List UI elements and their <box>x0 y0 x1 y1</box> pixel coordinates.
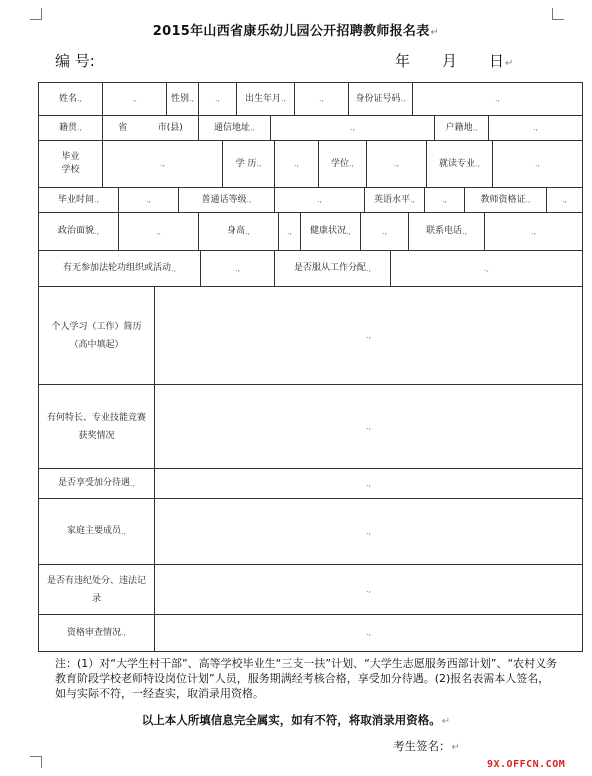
hukou-label: 户籍地 <box>445 122 473 133</box>
school-label-cell <box>39 141 103 188</box>
teacher-cert-label-cell: 教师资格证 ., <box>465 188 547 213</box>
bonus-field[interactable]: ., <box>155 469 582 499</box>
height-label-cell: 身高 ., <box>199 213 279 251</box>
english-label-cell: 英语水平 ., <box>365 188 425 213</box>
violation-org-label-cell: 有无参加法轮功组织或活动 ., <box>39 251 201 287</box>
english-field[interactable]: ., <box>425 188 465 213</box>
address-label: 通信地址 <box>213 122 250 133</box>
corner-mark-bottom-left <box>30 756 42 768</box>
gender-label: 性别 <box>170 93 189 104</box>
major-label: 就读专业 <box>438 158 475 169</box>
skills-label: 有何特长、专业技能竞赛获奖情况 <box>47 412 147 441</box>
birth-field[interactable]: ., <box>295 83 349 116</box>
native-label-cell: 籍贯 ., <box>39 116 103 141</box>
education-field[interactable]: ., <box>275 141 319 188</box>
grad-time-field[interactable]: ., <box>119 188 179 213</box>
province-label: 省 <box>118 122 128 133</box>
degree-field[interactable]: ., <box>367 141 427 188</box>
height-label: 身高 <box>226 226 245 237</box>
review-label-cell: 资格审查情况 ., <box>39 615 155 651</box>
obey-assign-field[interactable]: ., <box>391 251 582 287</box>
grad-time-label: 毕业时间 <box>57 194 94 205</box>
education-label: 学 历 <box>235 158 257 169</box>
review-field[interactable]: ., <box>365 628 372 638</box>
mandarin-field[interactable]: ., <box>275 188 365 213</box>
native-field[interactable] <box>103 116 199 141</box>
education-label-cell: 学 历 ., <box>223 141 275 188</box>
phone-label: 联系电话 <box>425 226 462 237</box>
gender-label-cell: 性别 ., <box>167 83 199 116</box>
grad-time-label-cell: 毕业时间 ., <box>39 188 119 213</box>
id-label: 身份证号码 <box>355 93 401 104</box>
health-field[interactable]: ., <box>361 213 409 251</box>
major-label-cell: 就读专业 ., <box>427 141 493 188</box>
school-field[interactable]: ., <box>103 141 223 188</box>
discipline-field[interactable]: ., <box>155 565 582 615</box>
declaration: 以上本人所填信息完全属实，如有不符，将取消录用资格。↵ <box>141 713 451 727</box>
political-field[interactable]: ., <box>119 213 199 251</box>
phone-field[interactable]: ., <box>485 213 582 251</box>
height-field[interactable]: ., <box>279 213 301 251</box>
teacher-cert-label: 教师资格证 <box>480 194 526 205</box>
violation-org-field[interactable]: ., <box>201 251 275 287</box>
obey-assign-label: 是否服从工作分配 <box>293 263 366 274</box>
corner-mark-top-left <box>30 8 42 20</box>
address-field[interactable]: ., <box>271 116 435 141</box>
site-watermark: 9X.OFFCN.COM <box>487 759 566 770</box>
gender-field[interactable]: ., <box>199 83 237 116</box>
footnote: 注：(1）对“大学生村干部”、高等学校毕业生“三支一扶”计划、“大学生志愿服务西部计划”、“农村义务教育阶段学校老师特设岗位计划”人员，服务期满经考核合格，享受加分待遇。(2)报名表需本人签名，如与实际不符，一经查实，取消录用资格。 <box>55 657 558 700</box>
signature-line: 考生签名：↵ <box>393 739 460 753</box>
corner-mark-top-right <box>552 8 564 20</box>
birth-label: 出生年月 <box>244 93 281 104</box>
health-label-cell: 健康状况 ., <box>301 213 361 251</box>
health-label: 健康状况 <box>309 226 346 237</box>
family-label-cell: 家庭主要成员 ., <box>39 499 155 565</box>
month-label: 月 <box>442 52 458 70</box>
resume-field[interactable]: ., <box>155 287 582 385</box>
phone-label-cell: 联系电话 ., <box>409 213 485 251</box>
resume-label: 个人学习（工作）简历（高中填起） <box>51 321 142 350</box>
family-label: 家庭主要成员 <box>66 526 121 537</box>
year-label: 年 <box>395 52 411 70</box>
degree-label: 学位 <box>330 158 349 169</box>
political-label-cell: 政治面貌 ., <box>39 213 119 251</box>
discipline-label: 是否有违纪处分、违法记录 <box>47 575 147 604</box>
name-label: 姓名 <box>58 93 77 104</box>
native-label: 籍贯 <box>58 122 77 133</box>
mandarin-label-cell: 普通话等级 ., <box>179 188 275 213</box>
name-label-cell: 姓名 ., <box>39 83 103 116</box>
review-label: 资格审查情况 <box>66 627 121 638</box>
day-label: 日 <box>489 52 505 70</box>
birth-label-cell: 出生年月 ., <box>237 83 295 116</box>
date-line: 年 月 日↵ <box>395 52 514 70</box>
document-title-text: 2015年山西省康乐幼儿园公开招聘教师报名表 <box>152 24 430 39</box>
discipline-label-cell <box>39 565 155 615</box>
id-label-cell: 身份证号码 ., <box>349 83 413 116</box>
number-label: 编 号: <box>55 52 95 70</box>
hukou-field[interactable]: ., <box>489 116 582 141</box>
family-field[interactable]: ., <box>155 499 582 565</box>
address-label-cell: 通信地址 ., <box>199 116 271 141</box>
id-field[interactable]: ., <box>413 83 582 116</box>
hukou-label-cell: 户籍地 ., <box>435 116 489 141</box>
declaration-text: 以上本人所填信息完全属实，如有不符，将取消录用资格。 <box>141 713 441 727</box>
violation-org-label: 有无参加法轮功组织或活动 <box>62 263 171 274</box>
resume-label-cell <box>39 287 155 385</box>
school-label: 毕业学校 <box>61 152 80 175</box>
skills-label-cell <box>39 385 155 469</box>
major-field[interactable]: ., <box>493 141 582 188</box>
registration-form-table <box>38 82 583 652</box>
degree-label-cell: 学位 ., <box>319 141 367 188</box>
document-title: 2015年山西省康乐幼儿园公开招聘教师报名表↵ <box>152 24 440 39</box>
english-label: 英语水平 <box>373 194 410 205</box>
bonus-label-cell: 是否享受加分待遇 ., <box>39 469 155 499</box>
bonus-label: 是否享受加分待遇 <box>57 478 130 489</box>
teacher-cert-field[interactable]: ., <box>547 188 582 213</box>
city-label: 市(县) <box>157 122 183 133</box>
political-label: 政治面貌 <box>57 226 94 237</box>
name-field[interactable]: ., <box>103 83 167 116</box>
skills-field[interactable]: ., <box>155 385 582 469</box>
mandarin-label: 普通话等级 <box>201 194 247 205</box>
signature-label: 考生签名： <box>393 739 451 753</box>
obey-assign-label-cell: 是否服从工作分配 ., <box>275 251 391 287</box>
